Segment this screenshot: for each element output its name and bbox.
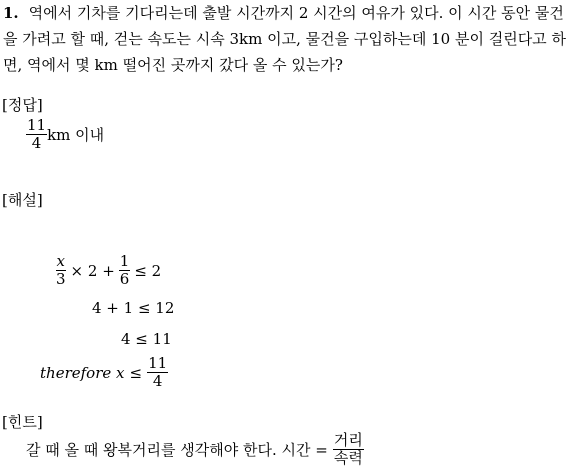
x-denominator: 3 <box>56 270 66 288</box>
hint-fraction <box>333 432 364 467</box>
one-sixth-fraction <box>119 253 131 288</box>
answer-label: [정답] <box>2 96 43 114</box>
problem-statement <box>3 0 569 78</box>
line1-rhs: ≤ 2 <box>134 261 162 280</box>
one-sixth-denominator: 6 <box>119 270 130 288</box>
four-denominator: 4 <box>152 372 163 390</box>
hint-label: [힌트] <box>2 413 43 431</box>
solution-label: [해설] <box>2 191 43 209</box>
answer-numerator: 11 <box>27 116 47 134</box>
answer-fraction <box>26 117 47 152</box>
solution-line-1 <box>55 253 161 288</box>
x-numerator: x <box>56 252 65 270</box>
problem-text: 역에서 기차를 기다리는데 출발 시간까지 2 시간의 여유가 있다. 이 시간 동안 물건을 가려고 할 때, 걷는 속도는 시속 3km 이고, 물건을 구입하는데 10 분이 걸린다고 하면, 역에서 몇 km 떨어진 곳까지 갔다 올 수 있는가? <box>3 4 566 74</box>
eleven-numerator: 11 <box>148 354 168 372</box>
solution-line-2: 4 + 1 ≤ 12 <box>92 299 175 317</box>
therefore-x: therefore x <box>40 363 125 382</box>
hint-numerator: 거리 <box>333 431 363 449</box>
times-two-plus: × 2 + <box>70 261 115 280</box>
hint-text-row <box>26 432 364 467</box>
answer-value <box>26 117 104 152</box>
solution-line-3: 4 ≤ 11 <box>121 330 172 348</box>
eleven-quarters-fraction <box>147 355 168 390</box>
one-sixth-numerator: 1 <box>119 252 130 270</box>
solution-line-4 <box>40 355 168 390</box>
problem-number: 1. <box>3 4 19 22</box>
hint-text: 갈 때 올 때 왕복거리를 생각해야 한다. 시간 = <box>26 441 328 459</box>
answer-denominator: 4 <box>31 134 42 152</box>
answer-suffix: km 이내 <box>47 126 105 144</box>
x-over-3-fraction <box>55 253 67 288</box>
hint-denominator: 속력 <box>333 449 363 467</box>
line4-le: ≤ <box>129 363 143 382</box>
